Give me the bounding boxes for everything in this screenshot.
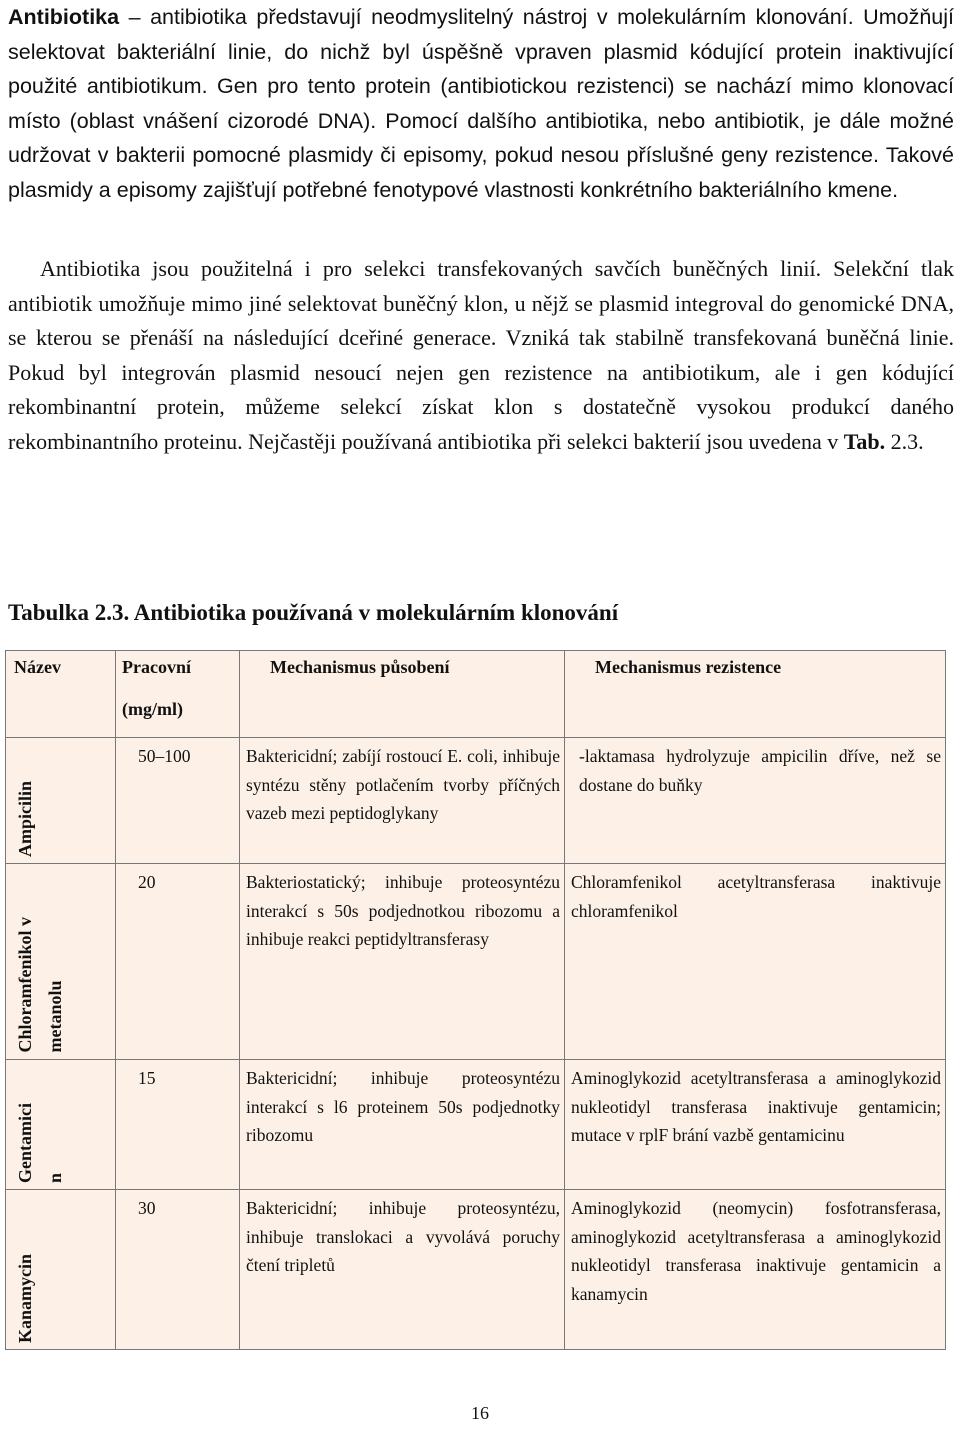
cell-dose: 30 — [116, 1190, 240, 1350]
header-name: Název — [6, 651, 116, 738]
cell-dose: 15 — [116, 1060, 240, 1190]
cell-name — [6, 1190, 116, 1350]
cell-resistance: Aminoglykozid acetyltransferasa a aminoglykozid nukleotidyl transferasa inaktivuje gentamicin; mutace v rplF brání vazbě gentamicinu — [565, 1060, 946, 1190]
cell-mechanism: Baktericidní; inhibuje proteosyntézu interakcí s l6 proteinem 50s podjednotky ribozomu — [240, 1060, 565, 1190]
table-header-row — [6, 651, 946, 738]
table-row — [6, 864, 946, 1060]
table-title: Tabulka 2.3. Antibiotika používaná v molekulárním klonování — [8, 600, 619, 625]
intro-paragraph — [8, 0, 954, 207]
antibiotic-name: Kanamycin — [15, 1253, 35, 1343]
intro-paragraph-text: – antibiotika představují neodmyslitelný nástroj v molekulárním klonování. Umožňují selektovat bakteriální linie, do nichž byl úspěšně vpraven plasmid kódující protein inaktivující použité antibiotikum. Gen pro tento protein (antibiotickou rezistenci) se nachází mimo klonovací místo (oblast vnášení cizorodé DNA). Pomocí dalšího antibiotika, nebo antibiotik, je dále možné udržovat v bakterii pomocné plasmidy či episomy, pokud nesou příslušné geny rezistence. Takové plasmidy a episomy zajišťují potřebné fenotypové vlastnosti konkrétního bakteriálního kmene. — [8, 5, 954, 202]
table-row — [6, 1060, 946, 1190]
header-dose: Pracovní (mg/ml) — [116, 651, 240, 738]
selection-paragraph — [8, 252, 954, 459]
cell-mechanism: Baktericidní; inhibuje proteosyntézu, inhibuje translokaci a vyvolává poruchy čtení tripletů — [240, 1190, 565, 1350]
antibiotic-name: Gentamici n — [15, 1103, 65, 1183]
term-antibiotika: Antibiotika — [8, 5, 120, 29]
cell-dose: 50–100 — [116, 738, 240, 864]
header-mechanism: Mechanismus působení — [240, 651, 565, 738]
header-dose-unit: (mg/ml) — [122, 699, 183, 719]
antibiotics-table — [5, 650, 946, 1350]
cell-name — [6, 864, 116, 1060]
page-number: 16 — [471, 1403, 489, 1423]
antibiotic-name: Ampicilin — [15, 780, 35, 857]
cell-name — [6, 1060, 116, 1190]
table-reference: Tab. — [843, 428, 886, 454]
cell-mechanism: Bakteriostatický; inhibuje proteosyntézu interakcí s 50s podjednotkou ribozomu a inhibuje reakci peptidyltransferasy — [240, 864, 565, 1060]
antibiotic-name: Chloramfenikol v metanolu — [15, 917, 65, 1053]
cell-resistance: Aminoglykozid (neomycin) fosfotransferasa, aminoglykozid acetyltransferasa a aminoglykozid nukleotidyl transferasa inaktivuje gentamicin a kanamycin — [565, 1190, 946, 1350]
table-row — [6, 738, 946, 864]
cell-dose: 20 — [116, 864, 240, 1060]
cell-name — [6, 738, 116, 864]
selection-paragraph-text: Antibiotika jsou použitelná i pro selekci transfekovaných savčích buněčných linií. Selekční tlak antibiotik umožňuje mimo jiné selektovat buněčný klon, u nějž se plasmid integroval do genomické DNA, se kterou se přenáší na následující dceřiné generace. Vzniká tak stabilně transfekovaná buněčná linie. Pokud byl integrován plasmid nesoucí nejen gen rezistence na antibiotikum, ale i gen kódující rekombinantní protein, můžeme selekcí získat klon s dostatečně vysokou produkcí daného rekombinantního proteinu. Nejčastěji používaná antibiotika při selekci bakterií jsou uvedena v — [8, 256, 954, 454]
table-row — [6, 1190, 946, 1350]
cell-resistance: -laktamasa hydrolyzuje ampicilin dříve, než se dostane do buňky — [565, 738, 946, 864]
cell-resistance: Chloramfenikol acetyltransferasa inaktivuje chloramfenikol — [565, 864, 946, 1060]
table-reference-number: 2.3. — [885, 428, 924, 454]
header-resistance: Mechanismus rezistence — [565, 651, 946, 738]
cell-mechanism: Baktericidní; zabíjí rostoucí E. coli, inhibuje syntézu stěny potlačením tvorby příčných vazeb mezi peptidoglykany — [240, 738, 565, 864]
